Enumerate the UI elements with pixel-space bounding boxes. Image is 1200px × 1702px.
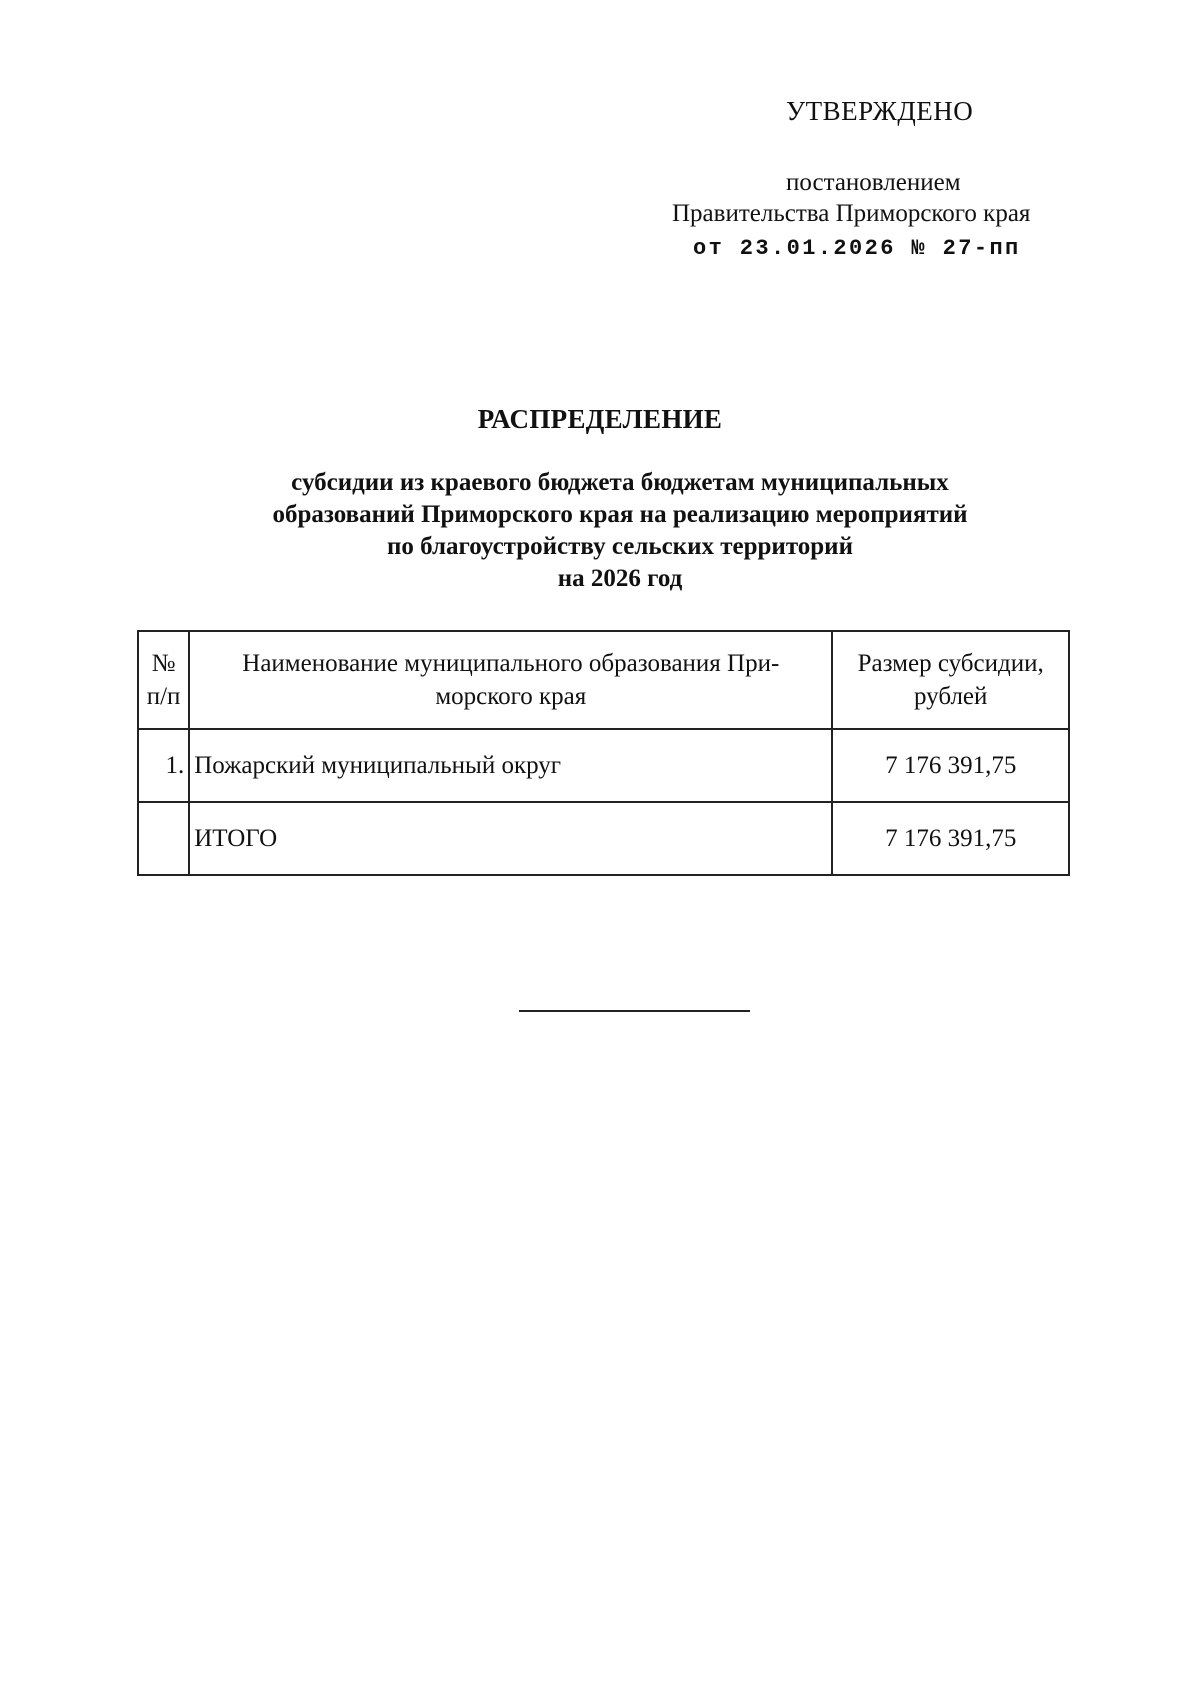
distribution-table — [137, 630, 1070, 876]
row-municipality-name: Пожарский муниципальный округ — [189, 729, 832, 802]
approval-government-name: Правительства Приморского края — [672, 200, 1031, 227]
approved-title: УТВЕРЖДЕНО — [786, 96, 974, 126]
subtitle-line: на 2026 год — [557, 565, 683, 592]
footer-divider — [519, 1010, 750, 1012]
subtitle-line: образований Приморского края на реализацию мероприятий — [272, 501, 968, 528]
header-name-line: Наименование муниципального образования При- — [242, 650, 780, 677]
header-amount-line: Размер субсидии, — [857, 650, 1044, 677]
header-number — [138, 631, 189, 729]
approval-block — [0, 0, 1200, 260]
header-amount-line: рублей — [914, 683, 988, 710]
row-subsidy-amount: 7 176 391,75 — [832, 729, 1069, 802]
subtitle-line: субсидии из краевого бюджета бюджетам муниципальных — [291, 469, 949, 496]
header-number-line: № — [151, 650, 176, 677]
total-number — [138, 802, 189, 875]
total-amount: 7 176 391,75 — [832, 802, 1069, 875]
table-row — [138, 729, 1069, 802]
approval-resolution-label: постановлением — [786, 169, 961, 196]
document-title: РАСПРЕДЕЛЕНИЕ — [477, 404, 723, 434]
total-row — [138, 802, 1069, 875]
header-municipality-name — [189, 631, 832, 729]
subtitle-line: по благоустройству сельских территорий — [387, 533, 853, 560]
document-subtitle — [200, 467, 1040, 595]
header-name-line: морского края — [435, 683, 587, 710]
table-header-row — [138, 631, 1069, 729]
total-label: ИТОГО — [189, 802, 832, 875]
approval-date-number: от 23.01.2026 № 27-пп — [693, 236, 1021, 261]
row-number: 1. — [138, 729, 189, 802]
header-subsidy-amount — [832, 631, 1069, 729]
header-number-line: п/п — [146, 683, 181, 710]
